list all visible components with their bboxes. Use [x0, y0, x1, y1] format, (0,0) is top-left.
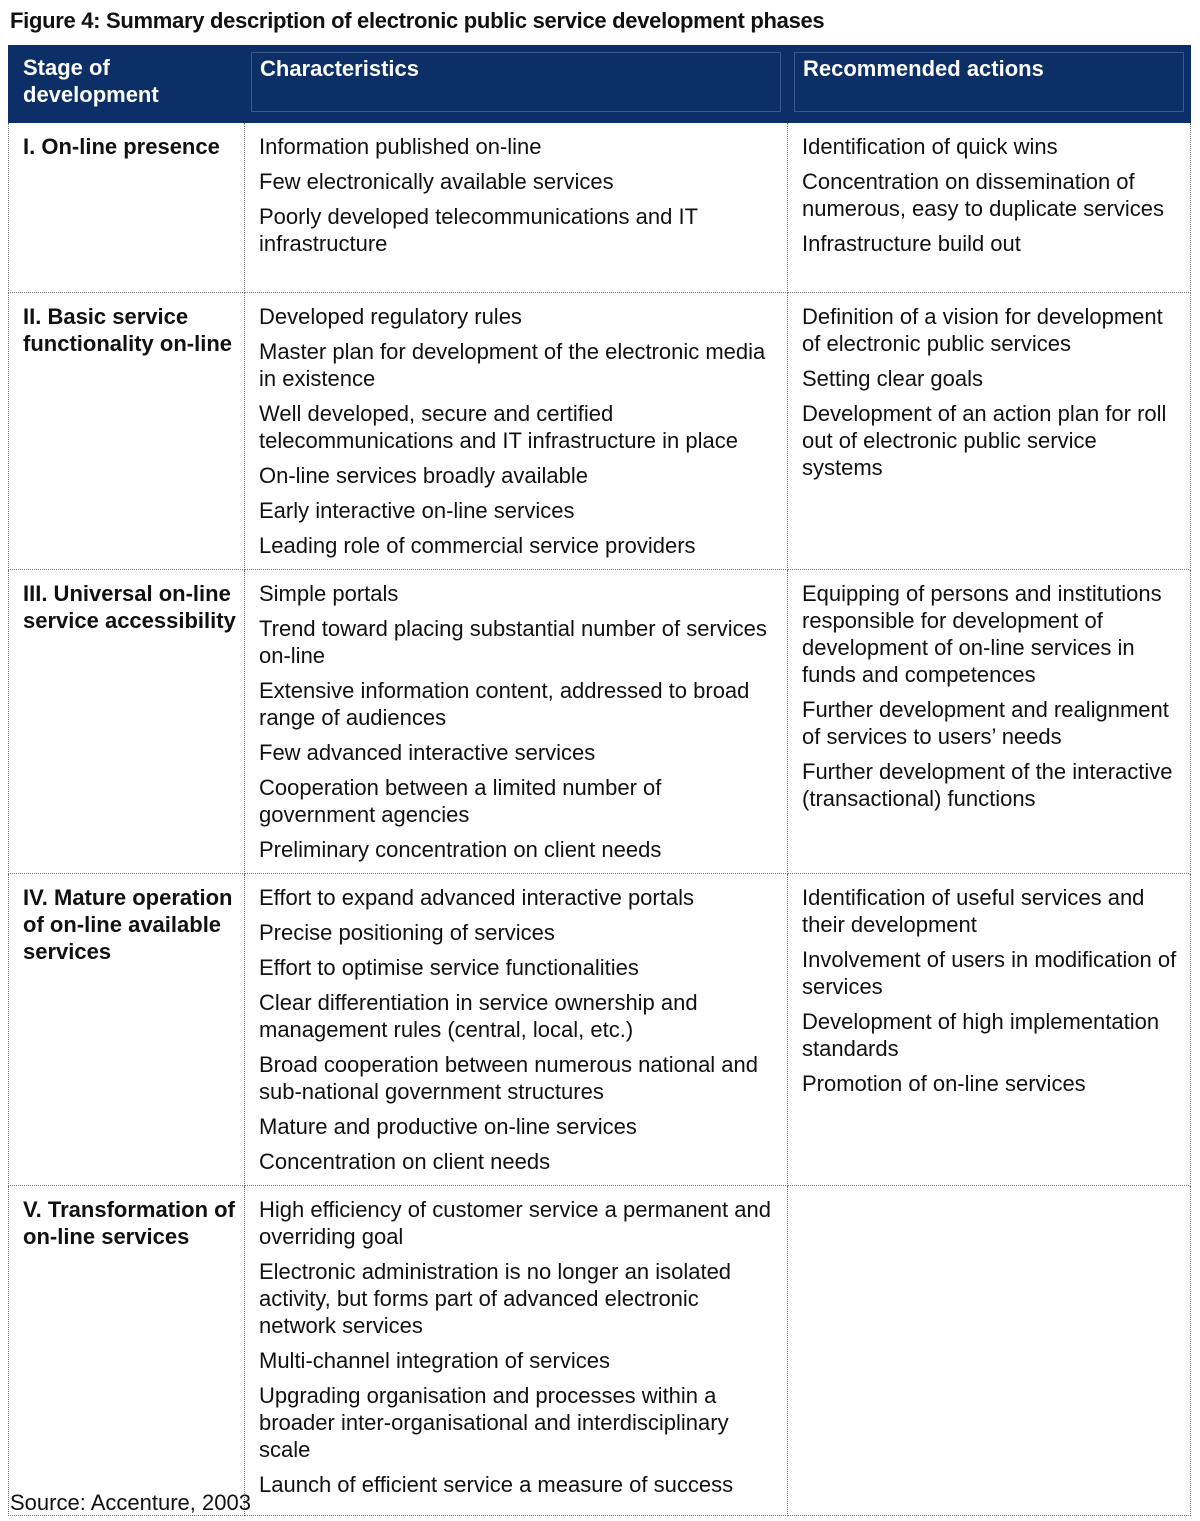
characteristics-cell — [245, 1186, 788, 1516]
table-row — [9, 1186, 1191, 1516]
characteristic-item: Few electronically available services — [259, 169, 614, 194]
action-item: Development of an action plan for roll out of electronic public service systems — [802, 401, 1167, 480]
action-item: Development of high implementation standards — [802, 1009, 1160, 1061]
stage-cell: V. Transformation of on-line services — [9, 1186, 245, 1516]
characteristic-item: Poorly developed telecommunications and IT infrastructure — [259, 204, 698, 256]
characteristic-item: Launch of efficient service a measure of success — [259, 1472, 734, 1497]
phases-table — [8, 45, 1191, 1516]
characteristic-item: Early interactive on-line services — [259, 498, 575, 523]
action-item: Concentration on dissemination of numerous, easy to duplicate services — [802, 169, 1164, 221]
characteristic-item: Mature and productive on-line services — [259, 1114, 637, 1139]
characteristic-item: Leading role of commercial service providers — [259, 533, 696, 558]
characteristic-item: Preliminary concentration on client needs — [259, 837, 662, 862]
characteristic-item: Multi-channel integration of services — [259, 1348, 610, 1373]
characteristic-item: Simple portals — [259, 581, 399, 606]
characteristic-item: Concentration on client needs — [259, 1149, 551, 1174]
actions-cell — [788, 1186, 1191, 1516]
action-item: Further development of the interactive (transactional) functions — [802, 759, 1173, 811]
characteristic-item: Well developed, secure and certified telecommunications and IT infrastructure in place — [259, 401, 738, 453]
table-row — [9, 293, 1191, 570]
characteristic-item: Clear differentiation in service ownership and management rules (central, local, etc.) — [259, 990, 698, 1042]
characteristics-cell — [245, 123, 788, 293]
characteristics-cell — [245, 570, 788, 874]
table-row — [9, 874, 1191, 1186]
characteristic-item: High efficiency of customer service a permanent and overriding goal — [259, 1197, 771, 1249]
stage-cell: IV. Mature operation of on-line available services — [9, 874, 245, 1186]
characteristic-item: Trend toward placing substantial number of services on-line — [259, 616, 767, 668]
characteristic-item: Information published on-line — [259, 134, 542, 159]
characteristic-item: Developed regulatory rules — [259, 304, 522, 329]
characteristics-cell — [245, 293, 788, 570]
characteristic-item: Master plan for development of the electronic media in existence — [259, 339, 766, 391]
table-row — [9, 570, 1191, 874]
characteristic-item: Effort to expand advanced interactive portals — [259, 885, 694, 910]
actions-cell — [788, 123, 1191, 293]
figure-title: Figure 4: Summary description of electronic public service development phases — [10, 8, 825, 33]
characteristic-item: On-line services broadly available — [259, 463, 588, 488]
stage-cell: II. Basic service functionality on-line — [9, 293, 245, 570]
stage-cell: I. On-line presence — [9, 123, 245, 293]
table-row — [9, 123, 1191, 293]
header-characteristics: Characteristics — [245, 46, 788, 123]
characteristics-cell — [245, 874, 788, 1186]
actions-cell — [788, 874, 1191, 1186]
action-item: Definition of a vision for development of electronic public services — [802, 304, 1163, 356]
characteristic-item: Few advanced interactive services — [259, 740, 596, 765]
action-item: Identification of quick wins — [802, 134, 1058, 159]
characteristic-item: Cooperation between a limited number of government agencies — [259, 775, 662, 827]
action-item: Infrastructure build out — [802, 231, 1021, 256]
stage-cell: III. Universal on-line service accessibility — [9, 570, 245, 874]
table-header-row — [9, 46, 1191, 123]
characteristic-item: Upgrading organisation and processes within a broader inter-organisational and interdisciplinary scale — [259, 1383, 729, 1462]
header-actions: Recommended actions — [788, 46, 1191, 123]
action-item: Setting clear goals — [802, 366, 983, 391]
characteristic-item: Broad cooperation between numerous national and sub-national government structures — [259, 1052, 759, 1104]
action-item: Identification of useful services and their development — [802, 885, 1145, 937]
action-item: Further development and realignment of services to users’ needs — [802, 697, 1169, 749]
actions-cell — [788, 293, 1191, 570]
characteristic-item: Extensive information content, addressed to broad range of audiences — [259, 678, 750, 730]
action-item: Involvement of users in modification of services — [802, 947, 1177, 999]
characteristic-item: Effort to optimise service functionalities — [259, 955, 639, 980]
actions-cell — [788, 570, 1191, 874]
source-note: Source: Accenture, 2003 — [10, 1490, 251, 1515]
header-stage: Stage of development — [9, 46, 245, 123]
action-item: Promotion of on-line services — [802, 1071, 1086, 1096]
action-item: Equipping of persons and institutions responsible for development of development of on-line services in funds and competences — [802, 581, 1162, 687]
characteristic-item: Electronic administration is no longer an isolated activity, but forms part of advanced electronic network services — [259, 1259, 732, 1338]
characteristic-item: Precise positioning of services — [259, 920, 555, 945]
